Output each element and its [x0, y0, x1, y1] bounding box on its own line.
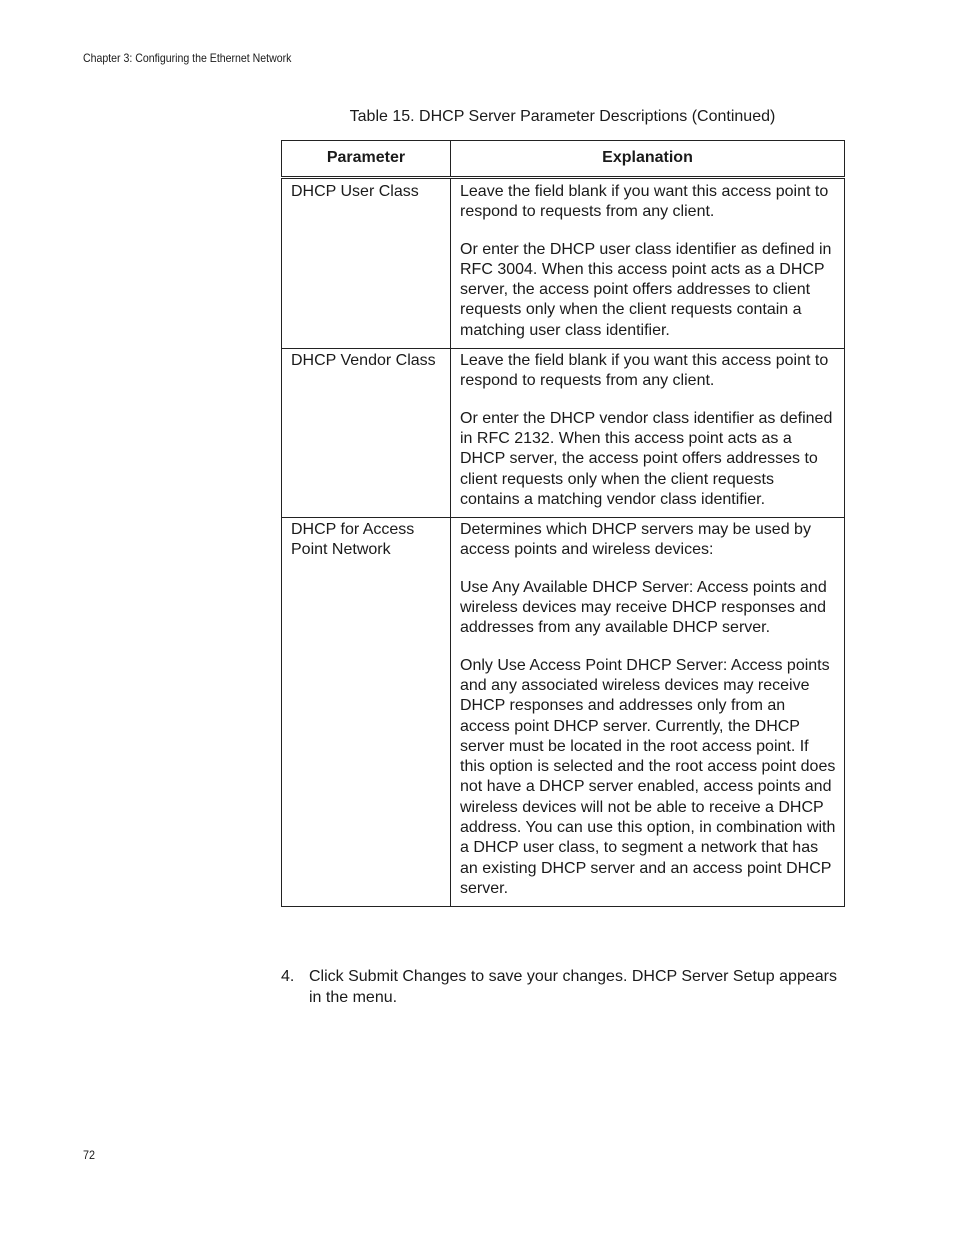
- procedure-step: [281, 967, 843, 1008]
- explanation-cell: [451, 178, 845, 349]
- explanation-paragraph: Determines which DHCP servers may be used by access points and wireless devices:: [460, 521, 811, 559]
- table-row: [282, 518, 845, 907]
- table-caption: Table 15. DHCP Server Parameter Descriptions (Continued): [349, 108, 776, 125]
- step-number: 4.: [281, 968, 295, 985]
- explanation-paragraph: Only Use Access Point DHCP Server: Access points and any associated wireless devices may receive DHCP responses and addresses only from an access point DHCP server. Currently, the DHCP server must be located in the root access point. If this option is selected and the root access point does not have a DHCP server enabled, access points and wireless devices will not be able to receive a DHCP address. You can use this option, in combination with a DHCP user class, to segment a network that has an existing DHCP server and an access point DHCP server.: [460, 656, 836, 897]
- explanation-paragraph: Leave the field blank if you want this access point to respond to requests from any client.: [460, 352, 829, 390]
- parameter-cell: DHCP User Class: [282, 178, 451, 349]
- parameter-table: [281, 140, 845, 907]
- explanation-paragraph: Or enter the DHCP user class identifier as defined in RFC 3004. When this access point acts as a DHCP server, the access point offers addresses to client requests only when the client requests contain a matching user class identifier.: [460, 240, 832, 339]
- parameter-cell: DHCP Vendor Class: [282, 349, 451, 518]
- column-header-parameter: Parameter: [282, 141, 451, 178]
- table-row: [282, 178, 845, 349]
- page-number: 72: [83, 1148, 96, 1162]
- table-row: [282, 349, 845, 518]
- explanation-cell: [451, 349, 845, 518]
- table-header-row: [282, 141, 845, 178]
- explanation-cell: [451, 518, 845, 907]
- parameter-cell: DHCP for Access Point Network: [282, 518, 451, 907]
- explanation-paragraph: Leave the field blank if you want this access point to respond to requests from any client.: [460, 183, 829, 221]
- explanation-paragraph: Use Any Available DHCP Server: Access points and wireless devices may receive DHCP responses and addresses from any available DHCP server.: [460, 578, 827, 637]
- step-text: Click Submit Changes to save your changes. DHCP Server Setup appears in the menu.: [309, 968, 837, 1006]
- column-header-explanation: Explanation: [451, 141, 845, 178]
- running-header: Chapter 3: Configuring the Ethernet Network: [83, 51, 292, 65]
- explanation-paragraph: Or enter the DHCP vendor class identifier as defined in RFC 2132. When this access point acts as a DHCP server, the access point offers addresses to client requests only when the client requests contains a matching vendor class identifier.: [460, 409, 833, 508]
